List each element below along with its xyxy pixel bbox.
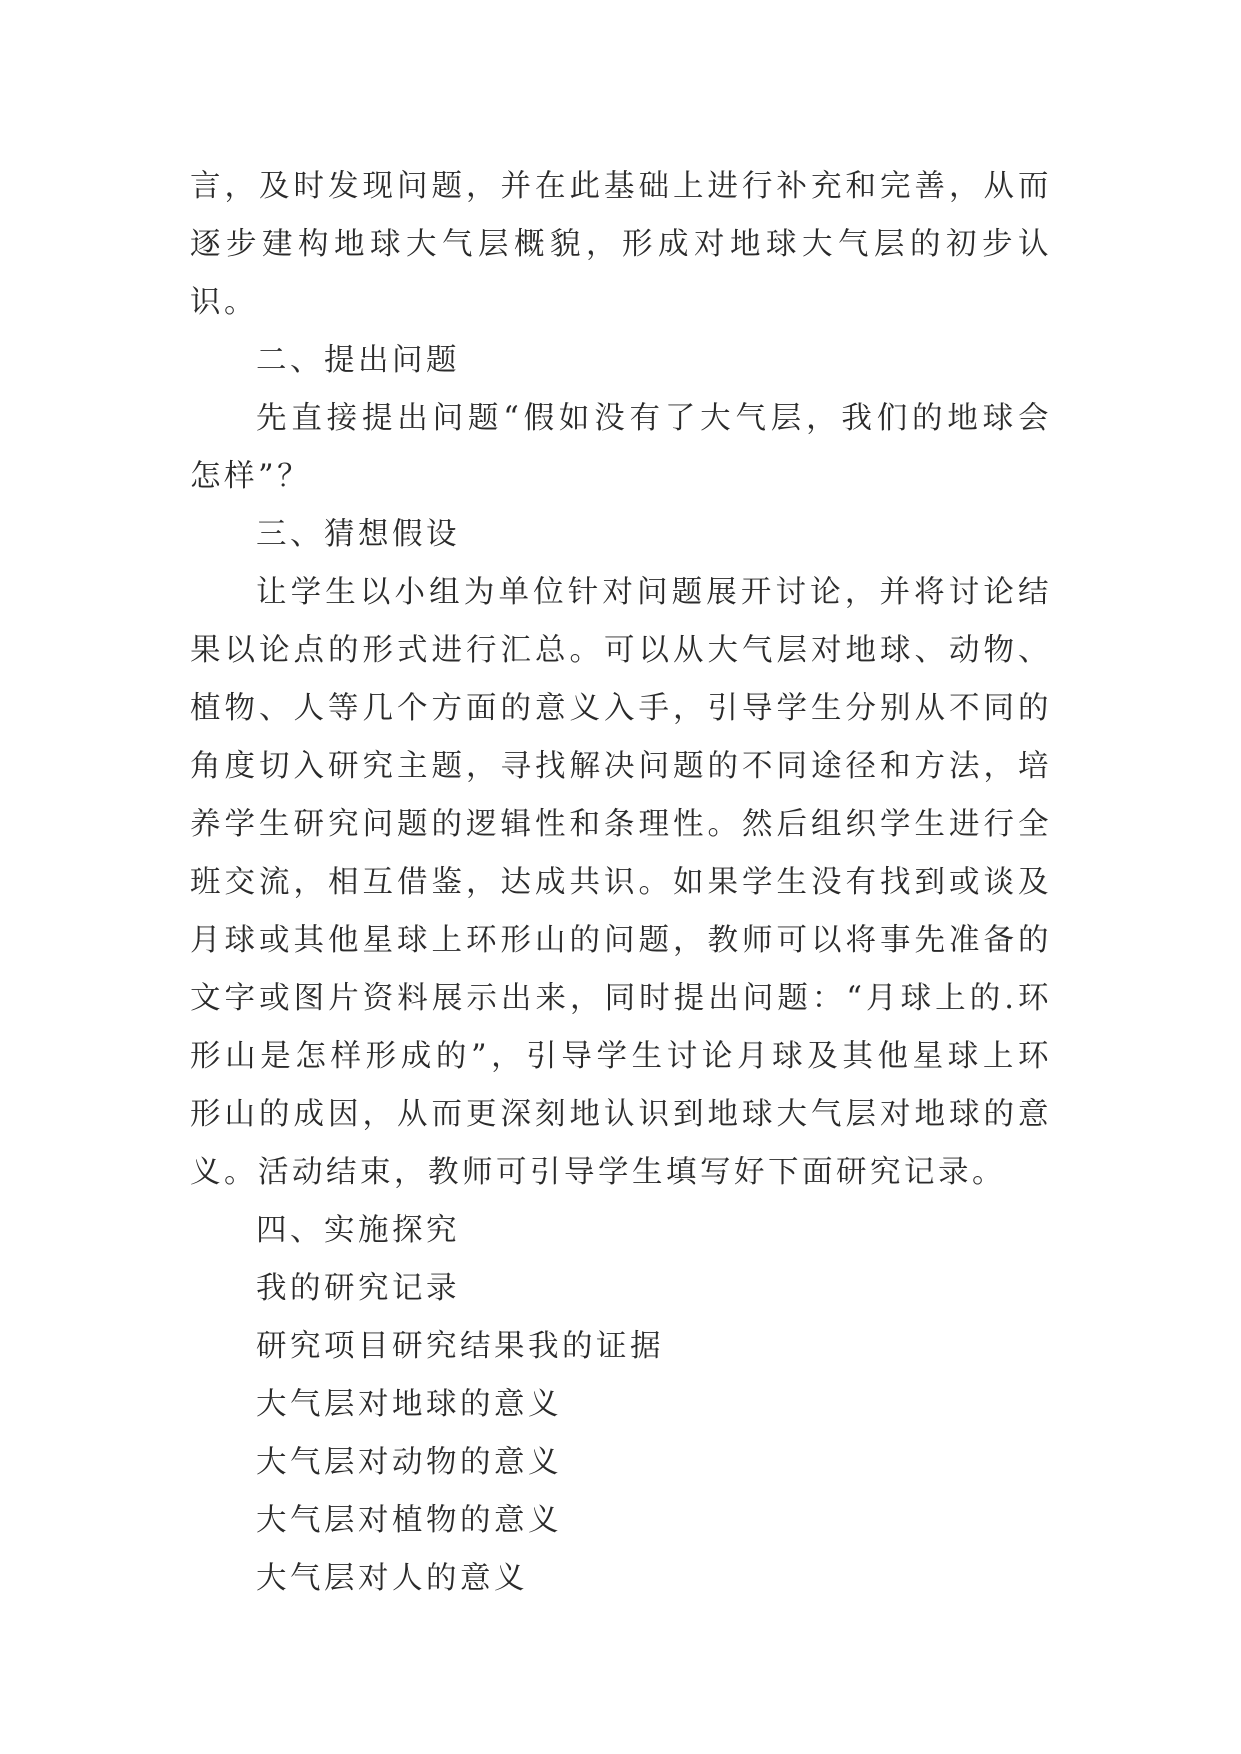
record-item-humans: 大气层对人的意义	[256, 1561, 528, 1596]
section-heading-raise-question: 二、提出问题	[256, 343, 460, 378]
section-heading-implementation: 四、实施探究	[256, 1213, 460, 1248]
section-heading-hypothesis: 三、猜想假设	[256, 517, 460, 552]
record-item-earth: 大气层对地球的意义	[256, 1387, 562, 1422]
record-title: 我的研究记录	[256, 1271, 460, 1306]
record-item-plants: 大气层对植物的意义	[256, 1503, 562, 1538]
document-body	[190, 158, 1052, 1608]
paragraph-intro-continuation: 言，及时发现问题，并在此基础上进行补充和完善，从而逐步建构地球大气层概貌，形成对地球大气层的初步认识。	[190, 169, 1052, 320]
paragraph-discussion: 让学生以小组为单位针对问题展开讨论，并将讨论结果以论点的形式进行汇总。可以从大气层对地球、动物、植物、人等几个方面的意义入手，引导学生分别从不同的角度切入研究主题，寻找解决问题的不同途径和方法，培养学生研究问题的逻辑性和条理性。然后组织学生进行全班交流，相互借鉴，达成共识。如果学生没有找到或谈及月球或其他星球上环形山的问题，教师可以将事先准备的文字或图片资料展示出来，同时提出问题：“月球上的.环形山是怎样形成的”，引导学生讨论月球及其他星球上环形山的成因，从而更深刻地认识到地球大气层对地球的意义。活动结束，教师可引导学生填写好下面研究记录。	[190, 575, 1052, 1190]
paragraph-question: 先直接提出问题“假如没有了大气层，我们的地球会怎样”？	[190, 401, 1052, 494]
record-header-row: 研究项目研究结果我的证据	[256, 1329, 664, 1364]
record-item-animals: 大气层对动物的意义	[256, 1445, 562, 1480]
